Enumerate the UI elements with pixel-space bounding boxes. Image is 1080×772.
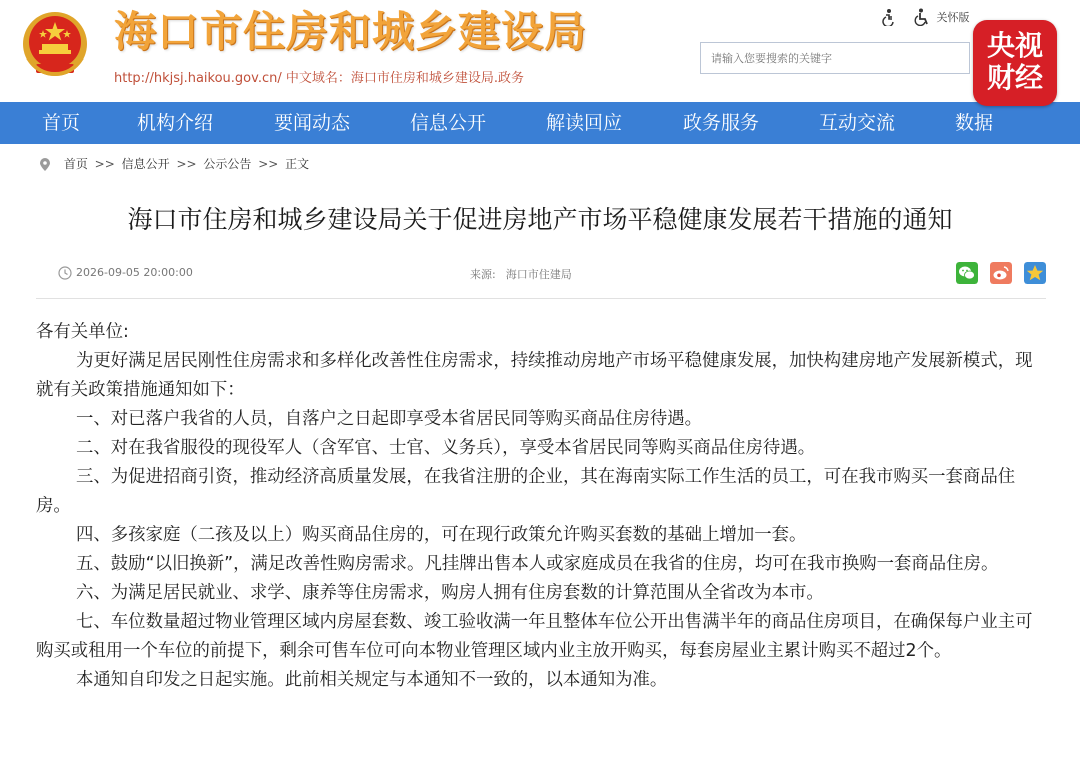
site-url xyxy=(114,67,524,86)
publish-date xyxy=(58,266,193,280)
breadcrumb-notices[interactable]: 公示公告 xyxy=(203,157,252,171)
header-divider xyxy=(36,298,1046,299)
nav-item-news[interactable]: 要闻动态 xyxy=(274,112,351,134)
logo-line-1: 央视 xyxy=(986,29,1043,62)
search-input[interactable] xyxy=(709,43,963,73)
weibo-icon[interactable] xyxy=(990,262,1012,284)
location-pin-icon xyxy=(40,158,50,171)
wheelchair-icon[interactable] xyxy=(913,8,931,26)
wechat-icon[interactable] xyxy=(956,262,978,284)
site-title[interactable]: 海口市住房和城乡建设局 xyxy=(114,7,588,56)
cctv-finance-watermark-logo xyxy=(973,20,1057,106)
source-value: 海口市住建局 xyxy=(505,268,572,281)
national-emblem-icon xyxy=(18,8,92,82)
nav-item-interpretation[interactable]: 解读回应 xyxy=(546,112,623,134)
nav-item-data[interactable]: 数据 xyxy=(955,112,994,134)
site-header xyxy=(0,0,1080,102)
nav-item-services[interactable]: 政务服务 xyxy=(683,112,760,134)
article-meta xyxy=(58,266,1048,286)
article-body xyxy=(36,318,1046,695)
nav-item-home[interactable]: 首页 xyxy=(42,112,81,134)
body-paragraph-3: 三、为促进招商引资，推动经济高质量发展，在我省注册的企业，其在海南实际工作生活的员工，可在我市购买一套商品住房。 xyxy=(36,467,1016,516)
nav-item-about[interactable]: 机构介绍 xyxy=(137,112,214,134)
article-source xyxy=(470,266,572,282)
source-label: 来源: xyxy=(470,268,496,281)
breadcrumb xyxy=(40,155,309,172)
search-box xyxy=(700,42,970,74)
main-navigation xyxy=(0,102,1080,144)
accessibility-icon[interactable] xyxy=(880,8,898,26)
breadcrumb-separator: >> xyxy=(176,157,197,171)
salutation: 各有关单位: xyxy=(36,322,129,342)
domain-value[interactable]: 海口市住房和城乡建设局.政务 xyxy=(350,71,525,86)
body-paragraph-2: 二、对在我省服役的现役军人（含军官、士官、义务兵），享受本省居民同等购买商品住房待遇。 xyxy=(76,438,816,458)
breadcrumb-info-public[interactable]: 信息公开 xyxy=(121,157,170,171)
body-paragraph-closing: 本通知自印发之日起实施。此前相关规定与本通知不一致的，以本通知为准。 xyxy=(76,670,668,690)
nav-item-info-public[interactable]: 信息公开 xyxy=(410,112,487,134)
logo-line-2: 财经 xyxy=(986,61,1043,94)
breadcrumb-separator: >> xyxy=(258,157,279,171)
article-title: 海口市住房和城乡建设局关于促进房地产市场平稳健康发展若干措施的通知 xyxy=(127,205,953,234)
breadcrumb-separator: >> xyxy=(94,157,115,171)
publish-date-value: 2026-09-05 20:00:00 xyxy=(76,266,193,279)
qzone-icon[interactable] xyxy=(1024,262,1046,284)
clock-icon xyxy=(58,266,72,280)
body-paragraph-intro: 为更好满足居民刚性住房需求和多样化改善性住房需求，持续推动房地产市场平稳健康发展，加快构建房地产发展新模式，现就有关政策措施通知如下： xyxy=(36,351,1033,400)
breadcrumb-home[interactable]: 首页 xyxy=(63,157,88,171)
body-paragraph-1: 一、对已落户我省的人员，自落户之日起即享受本省居民同等购买商品住房待遇。 xyxy=(76,409,703,429)
nav-item-interaction[interactable]: 互动交流 xyxy=(819,112,896,134)
breadcrumb-current: 正文 xyxy=(285,157,310,171)
body-paragraph-7: 七、车位数量超过物业管理区域内房屋套数、竣工验收满一年且整体车位公开出售满半年的商品住房项目，在确保每户业主可购买或租用一个车位的前提下，剩余可售车位可向本物业管理区域内业主放开购买，每套房屋业主累计购买不超过2个。 xyxy=(36,612,1033,661)
accessibility-bar xyxy=(880,8,970,26)
care-mode-label[interactable]: 关怀版 xyxy=(936,11,970,24)
domain-label: 中文域名： xyxy=(285,71,351,86)
site-url-link[interactable]: http://hkjsj.haikou.gov.cn/ xyxy=(114,71,282,86)
body-paragraph-4: 四、多孩家庭（二孩及以上）购买商品住房的，可在现行政策允许购买套数的基础上增加一套。 xyxy=(76,525,807,545)
body-paragraph-5: 五、鼓励“以旧换新”，满足改善性购房需求。凡挂牌出售本人或家庭成员在我省的住房，均可在我市换购一套商品住房。 xyxy=(76,554,999,574)
body-paragraph-6: 六、为满足居民就业、求学、康养等住房需求，购房人拥有住房套数的计算范围从全省改为本市。 xyxy=(76,583,824,603)
